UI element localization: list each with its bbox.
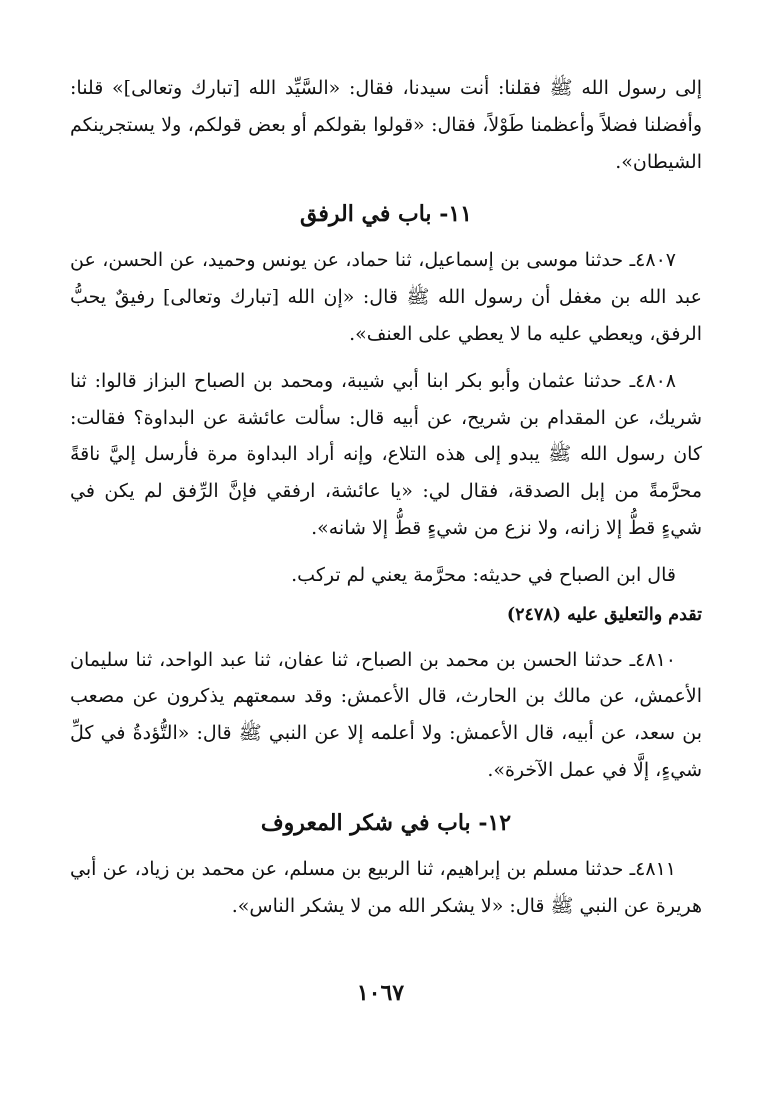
hadith-4810: ٤٨١٠ـ حدثنا الحسن بن محمد بن الصباح، ثنا عفان، ثنا عبد الواحد، ثنا سليمان الأعمش، عن مالك بن الحارث، قال الأعمش: وقد سمعتهم يذكرون عن مصعب بن سعد، عن أبيه، قال الأعمش: ولا أعلمه إلا عن النبي ﷺ قال: «التُّؤدةُ في كلِّ شيءٍ، إلَّا في عمل الآخرة». — [70, 648, 702, 781]
spacer — [70, 353, 702, 363]
chapter-heading-rifq: ١١- باب في الرفق — [300, 201, 472, 228]
hadith-4807: ٤٨٠٧ـ حدثنا موسى بن إسماعيل، ثنا حماد، عن يونس وحميد، عن الحسن، عن عبد الله بن مغفل أن رسول الله ﷺ قال: «إن الله [تبارك وتعالى] رفيقٌ يحبُّ الرفق، ويعطي عليه ما لا يعطي على العنف». — [70, 249, 702, 345]
spacer — [70, 547, 702, 557]
page-number: ١٠٦٧ — [356, 980, 405, 1006]
cross-reference-heading: تقدم والتعليق عليه (٢٤٧٨) — [506, 604, 702, 625]
hadith-4811: ٤٨١١ـ حدثنا مسلم بن إبراهيم، ثنا الربيع بن مسلم، عن محمد بن زياد، عن أبي هريرة عن النبي ﷺ قال: «لا يشكر الله من لا يشكر الناس». — [70, 857, 702, 917]
chapter-heading-gratitude: ١٢- باب في شكر المعروف — [260, 809, 512, 836]
ibn-sabbah-note: قال ابن الصباح في حديثه: محرَّمة يعني لم تركب. — [291, 563, 676, 586]
hadith-4808: ٤٨٠٨ـ حدثنا عثمان وأبو بكر ابنا أبي شيبة، ومحمد بن الصباح البزاز قالوا: ثنا شريك، عن المقدام بن شريح، عن أبيه قال: سألت عائشة عن البداوة؟ فقالت: كان رسول الله ﷺ يبدو إلى هذه التلاع، وإنه أراد البداوة مرة فأرسل إليَّ ناقةً محرَّمةً من إبل الصدقة، فقال لي: «يا عائشة، ارفقي فإنَّ الرِّفق لم يكن في شيءٍ قطُّ إلا زانه، ولا نزع من شيءٍ قطُّ إلا شانه». — [70, 369, 702, 539]
document-page — [70, 70, 702, 924]
intro-paragraph: إلى رسول الله ﷺ فقلنا: أنت سيدنا، فقال: «السَّيِّد الله [تبارك وتعالى]» قلنا: وأفضلنا فضلاً وأعظمنا طَوْلاً، فقال: «قولوا بقولكم أو بعض قولكم، ولا يستجرينكم الشيطان». — [70, 77, 702, 173]
